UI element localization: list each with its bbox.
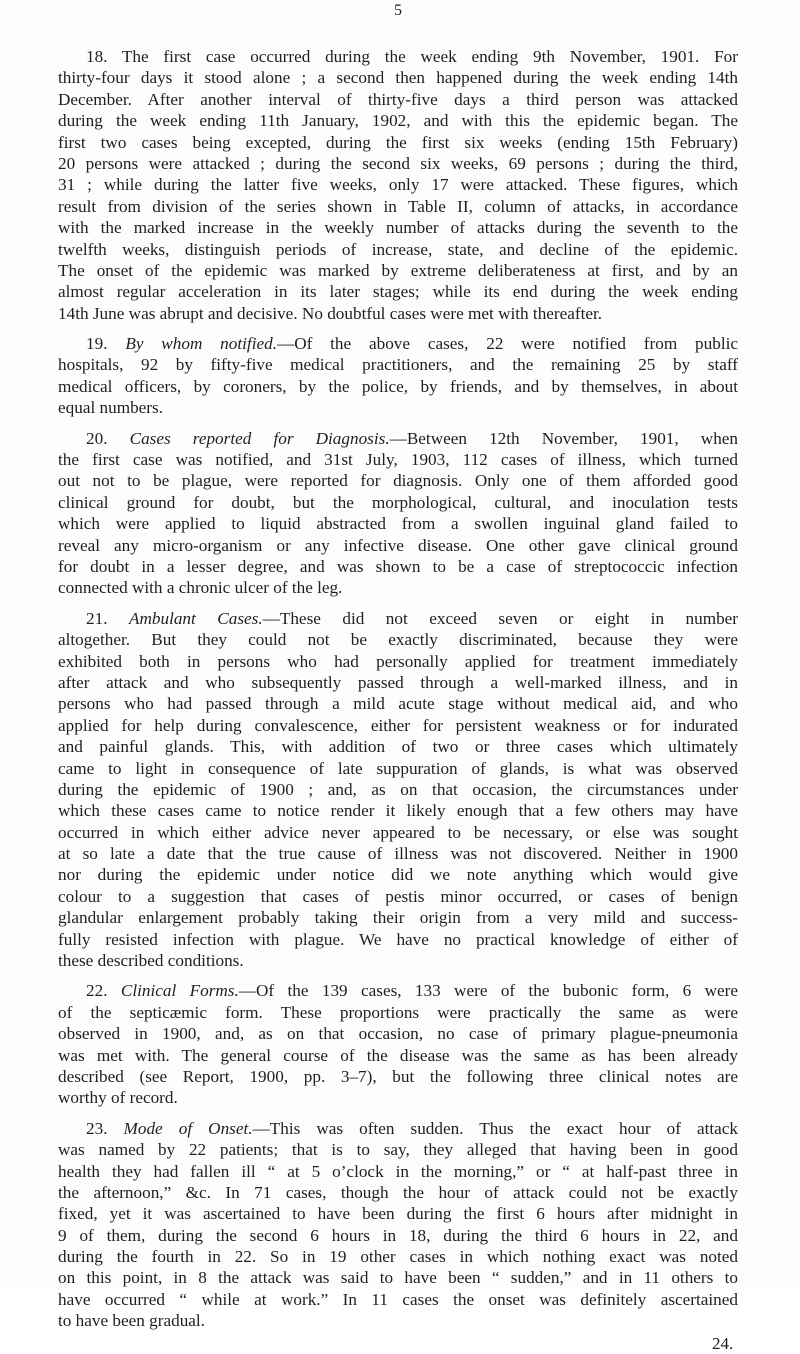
text-line: during the fourth in 22. So in 19 other cases in which nothing exact was noted — [58, 1247, 738, 1267]
text-line: the afternoon,” &c. In 71 cases, though the hour of attack could not be exactly — [58, 1182, 738, 1202]
text-line: 22. Clinical Forms.—Of the 139 cases, 133 were of the bubonic form, 6 were — [86, 981, 739, 1001]
paragraph-p19 — [0, 333, 800, 419]
text-line: first two cases being excepted, during the first six weeks (ending 15th February) — [58, 132, 738, 152]
text-line: exhibited both in persons who had personally applied for treatment immediately — [58, 651, 738, 671]
text-line: these described conditions. — [58, 951, 244, 971]
text-line: 21. Ambulant Cases.—These did not exceed seven or eight in number — [86, 608, 739, 628]
text-line: after attack and who subsequently passed through a well-marked illness, and in — [58, 672, 738, 692]
text-line: connected with a chronic ulcer of the leg. — [58, 578, 343, 598]
text-line: 20 persons were attacked ; during the second six weeks, 69 persons ; during the third, — [58, 153, 738, 173]
paragraph-p22 — [0, 980, 800, 1108]
paragraph-p23 — [0, 1118, 800, 1332]
text-line: 23. Mode of Onset.—This was often sudden. Thus the exact hour of attack — [86, 1118, 739, 1138]
text-line: hospitals, 92 by fifty-five medical practitioners, and the remaining 25 by staff — [58, 355, 738, 375]
section-heading: By whom notified. — [125, 334, 277, 354]
text-line: at so late a date that the true cause of illness was not discovered. Neither in 1900 — [58, 844, 738, 864]
paragraph-p18 — [0, 46, 800, 324]
text-line: of the septicæmic form. These proportions were practically the same as were — [58, 1002, 738, 1022]
text-line: almost regular acceleration in its later stages; while its end during the week ending — [58, 282, 738, 302]
text-line: during the week ending 11th January, 1902, and with this the epidemic began. The — [58, 111, 738, 131]
text-line: 18. The first case occurred during the week ending 9th November, 1901. For — [86, 47, 738, 66]
text-line: thirty-four days it stood alone ; a second then happened during the week ending 14th — [58, 68, 738, 88]
text-line: worthy of record. — [58, 1088, 178, 1108]
catchword: 24. — [712, 1333, 734, 1353]
text-line: 31 ; while during the latter five weeks, only 17 were attacked. These figures, which — [58, 175, 738, 195]
text-line: during the epidemic of 1900 ; and, as on that occasion, the circumstances under — [58, 779, 738, 799]
paragraph-p21 — [0, 608, 800, 972]
text-line: 20. Cases reported for Diagnosis.—Between 12th November, 1901, when — [86, 428, 739, 448]
text-line: described (see Report, 1900, pp. 3–7), but the following three clinical notes are — [58, 1066, 738, 1086]
text-line: observed in 1900, and, as on that occasion, no case of primary plague-pneumonia — [58, 1024, 738, 1044]
section-heading: Clinical Forms. — [120, 981, 239, 1001]
text-line: out not to be plague, were reported for diagnosis. Only one of them afforded good — [58, 471, 738, 491]
text-line: result from division of the series shown in Table II, column of attacks, in accordance — [58, 196, 738, 216]
text-line: altogether. But they could not be exactly discriminated, because they were — [58, 630, 738, 650]
text-line: was met with. The general course of the disease was the same as has been already — [58, 1045, 738, 1065]
text-line: twelfth weeks, distinguish periods of increase, state, and decline of the epidemic. — [58, 239, 738, 259]
section-heading: Ambulant Cases. — [128, 608, 263, 628]
text-line: fully resisted infection with plague. We have no practical knowledge of either of — [58, 929, 738, 949]
text-line: glandular enlargement probably taking their origin from a very mild and success- — [58, 908, 738, 928]
text-line: clinical ground for doubt, but the morphological, cultural, and inoculation tests — [58, 492, 738, 512]
text-line: for doubt in a lesser degree, and was shown to be a case of streptococcic infection — [58, 556, 738, 576]
text-line: with the marked increase in the weekly number of attacks during the seventh to the — [58, 218, 738, 238]
text-line: reveal any micro-organism or any infective disease. One other gave clinical ground — [58, 535, 738, 555]
text-line: on this point, in 8 the attack was said to have been “ sudden,” and in 11 others to — [58, 1268, 738, 1288]
text-line: the first case was notified, and 31st July, 1903, 112 cases of illness, which turned — [58, 450, 738, 470]
text-line: occurred in which either advice never appeared to be necessary, or else was sought — [58, 822, 738, 842]
text-line: colour to a suggestion that cases of pestis minor occurred, or cases of benign — [58, 886, 738, 906]
text-line: health they had fallen ill “ at 5 o’clock in the morning,” or “ at half-past three in — [58, 1161, 738, 1181]
text-line: nor during the epidemic under notice did we note anything which would give — [58, 865, 738, 885]
text-line: 14th June was abrupt and decisive. No doubtful cases were met with thereafter. — [58, 303, 603, 323]
page-number: 5 — [394, 2, 402, 19]
text-line: came to light in consequence of late suppuration of glands, is what was observed — [58, 758, 738, 778]
paragraph-p20 — [0, 428, 800, 599]
section-heading: Cases reported for Diagnosis. — [129, 428, 390, 448]
text-line: 9 of them, during the second 6 hours in 18, during the third 6 hours in 22, and — [58, 1225, 738, 1245]
text-line: fixed, yet it was ascertained to have been during the first 6 hours after midnight in — [58, 1204, 738, 1224]
section-heading: Mode of Onset. — [123, 1118, 253, 1138]
text-line: medical officers, by coroners, by the police, by friends, and by themselves, in about — [58, 376, 738, 396]
text-line: 19. By whom notified.—Of the above cases, 22 were notified from public — [86, 334, 739, 354]
text-line: equal numbers. — [58, 398, 164, 418]
text-line: The onset of the epidemic was marked by extreme deliberateness at first, and by an — [58, 260, 738, 280]
document-body — [0, 46, 800, 1354]
text-line: to have been gradual. — [58, 1311, 205, 1331]
text-line: which were applied to liquid abstracted from a swollen inguinal gland failed to — [58, 514, 738, 534]
text-line: applied for help during convalescence, either for persistent weakness or for indurated — [58, 715, 738, 735]
text-line: December. After another interval of thirty-five days a third person was attacked — [58, 89, 738, 109]
text-line: persons who had passed through a mild acute stage without medical aid, and who — [58, 694, 738, 714]
text-line: and painful glands. This, with addition of two or three cases which ultimately — [58, 737, 738, 757]
text-line: which these cases came to notice render it likely enough that a few others may have — [58, 801, 738, 821]
text-line: have occurred “ while at work.” In 11 cases the onset was definitely ascertained — [58, 1289, 738, 1309]
text-line: was named by 22 patients; that is to say, they alleged that having been in good — [58, 1140, 738, 1160]
